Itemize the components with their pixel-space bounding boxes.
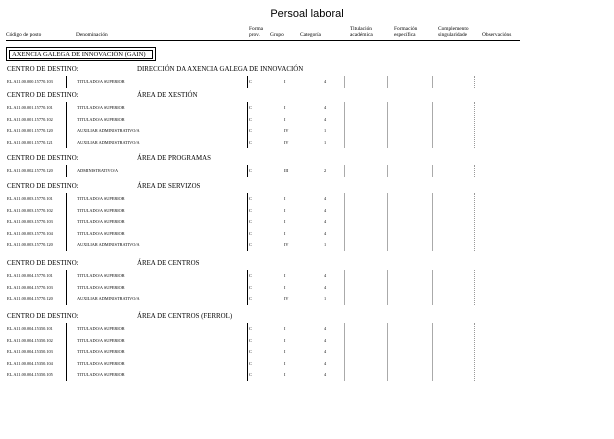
cell-forma: C [249, 196, 252, 201]
cell-forma: C [249, 360, 252, 366]
cell-categoria: 4 [324, 372, 327, 378]
column-rule [387, 323, 388, 381]
cell-grupo: I [284, 219, 286, 225]
cell-grupo: I [284, 230, 286, 236]
cell-grupo: III [284, 168, 289, 173]
table-row [7, 205, 521, 216]
cell-code: EL.A11.00.003.15770.103 [7, 219, 53, 225]
cell-title: TITULADO/A SUPERIOR [77, 326, 125, 331]
section-label: CENTRO DE DESTINO: [7, 313, 79, 320]
cell-categoria: 4 [324, 219, 327, 225]
cell-forma: C [249, 79, 252, 84]
table-row [7, 335, 521, 346]
cell-forma: C [249, 372, 252, 378]
cell-grupo: I [284, 326, 286, 331]
cell-forma: C [249, 326, 252, 331]
cell-grupo: I [284, 196, 286, 201]
section-name: ÁREA DE SERVIZOS [137, 183, 201, 190]
column-rule [432, 193, 433, 251]
column-rule [344, 270, 345, 305]
cell-code: EL.A11.00.001.15770.120 [7, 128, 53, 134]
cell-code: EL.A11.00.001.15770.102 [7, 116, 53, 122]
section-name: ÁREA DE XESTIÓN [137, 92, 198, 99]
column-rule [247, 270, 248, 305]
column-rule [344, 76, 345, 88]
col-titulacion-line1: Titulación [350, 26, 372, 32]
section-name: ÁREA DE CENTROS (FERROL) [137, 313, 233, 320]
cell-title: TITULADO/A SUPERIOR [77, 207, 125, 213]
column-rule [474, 323, 475, 381]
cell-grupo: IV [284, 242, 289, 248]
cell-title: TITULADO/A SUPERIOR [77, 360, 125, 366]
cell-grupo: I [284, 79, 286, 84]
cell-title: AUXILIAR ADMINISTRATIVO/A [77, 296, 140, 302]
col-complemento-line2: singularidade [438, 32, 468, 38]
column-rule [247, 165, 248, 177]
cell-categoria: 4 [324, 273, 327, 278]
table-row [7, 76, 521, 87]
section-label: CENTRO DE DESTINO: [7, 155, 79, 162]
cell-code: EL.A11.00.004.15350.102 [7, 337, 53, 343]
column-rule [432, 102, 433, 148]
cell-grupo: I [284, 349, 286, 355]
column-rule [474, 193, 475, 251]
section-label: CENTRO DE DESTINO: [7, 183, 79, 190]
cell-forma: C [249, 337, 252, 343]
cell-title: TITULADO/A SUPERIOR [77, 284, 125, 290]
page-title: Persoal laboral [270, 8, 344, 20]
col-denominacion: Denominación [76, 32, 108, 38]
col-codigo: Código de posto [6, 32, 42, 38]
cell-forma: C [249, 284, 252, 290]
col-grupo: Grupo [270, 32, 284, 38]
cell-grupo: I [284, 116, 286, 122]
cell-grupo: I [284, 360, 286, 366]
cell-code: EL.A11.00.002.15770.120 [7, 168, 53, 173]
column-rule [344, 323, 345, 381]
column-rule [474, 102, 475, 148]
table-row [7, 323, 521, 334]
cell-title: TITULADO/A SUPERIOR [77, 337, 125, 343]
cell-grupo: IV [284, 128, 289, 134]
cell-categoria: 4 [324, 207, 327, 213]
column-rule [344, 165, 345, 177]
column-rule [66, 165, 67, 177]
cell-grupo: IV [284, 296, 289, 302]
section-label: CENTRO DE DESTINO: [7, 66, 79, 73]
table-row [7, 346, 521, 357]
cell-code: EL.A11.00.004.15350.101 [7, 326, 53, 331]
cell-title: TITULADO/A SUPERIOR [77, 105, 125, 110]
column-rule [66, 270, 67, 305]
column-rule [66, 193, 67, 251]
table-row [7, 114, 521, 125]
cell-title: AUXILIAR ADMINISTRATIVO/A [77, 128, 140, 134]
cell-title: TITULADO/A SUPERIOR [77, 79, 125, 84]
cell-grupo: I [284, 273, 286, 278]
table-row [7, 102, 521, 113]
col-complemento-line1: Complemento [438, 26, 469, 32]
column-rule [247, 76, 248, 88]
column-rule [432, 165, 433, 177]
column-rule [247, 193, 248, 251]
organization-box [6, 47, 156, 61]
column-rule [387, 270, 388, 305]
section-name: ÁREA DE CENTROS [137, 260, 200, 267]
cell-categoria: 4 [324, 79, 327, 84]
cell-categoria: 4 [324, 349, 327, 355]
column-rule [344, 193, 345, 251]
cell-categoria: 4 [324, 230, 327, 236]
table-row [7, 239, 521, 250]
cell-categoria: 4 [324, 284, 327, 290]
cell-categoria: 1 [324, 296, 327, 302]
section-name: DIRECCIÓN DA AXENCIA GALEGA DE INNOVACIÓN [137, 66, 304, 73]
cell-grupo: I [284, 284, 286, 290]
section-label: CENTRO DE DESTINO: [7, 260, 79, 267]
cell-title: ADMINISTRATIVO/A [77, 168, 119, 173]
table-row [7, 369, 521, 380]
col-categoria: Categoría [300, 32, 321, 38]
cell-title: AUXILIAR ADMINISTRATIVO/A [77, 139, 140, 145]
col-titulacion-line2: académica [350, 32, 373, 38]
cell-code: EL.A11.00.004.15350.105 [7, 372, 53, 378]
column-rule [66, 323, 67, 381]
column-rule [387, 102, 388, 148]
column-rule [474, 165, 475, 177]
table-row [7, 193, 521, 204]
organization-name: AXENCIA GALEGA DE INNOVACIÓN (GAIN) [9, 50, 153, 59]
cell-forma: C [249, 116, 252, 122]
cell-title: AUXILIAR ADMINISTRATIVO/A [77, 242, 140, 248]
table-row [7, 228, 521, 239]
column-rule [432, 76, 433, 88]
cell-forma: C [249, 242, 252, 248]
cell-code: EL.A11.00.000.15770.103 [7, 79, 53, 84]
column-rule [432, 323, 433, 381]
cell-code: EL.A11.00.004.15770.120 [7, 296, 53, 302]
col-forma-line2: prov. [249, 32, 260, 38]
cell-code: EL.A11.00.001.15770.121 [7, 139, 53, 145]
cell-title: TITULADO/A SUPERIOR [77, 196, 125, 201]
column-rule [474, 270, 475, 305]
cell-code: EL.A11.00.003.15770.120 [7, 242, 53, 248]
column-header-row [6, 26, 520, 41]
column-rule [66, 76, 67, 88]
column-rule [66, 102, 67, 148]
cell-grupo: I [284, 372, 286, 378]
cell-categoria: 4 [324, 326, 327, 331]
cell-grupo: I [284, 337, 286, 343]
cell-categoria: 1 [324, 128, 327, 134]
column-rule [344, 102, 345, 148]
cell-title: TITULADO/A SUPERIOR [77, 349, 125, 355]
cell-forma: C [249, 349, 252, 355]
column-rule [247, 102, 248, 148]
cell-code: EL.A11.00.003.15770.101 [7, 196, 53, 201]
column-rule [387, 76, 388, 88]
cell-categoria: 4 [324, 116, 327, 122]
column-rule [247, 323, 248, 381]
column-rule [387, 165, 388, 177]
cell-categoria: 4 [324, 105, 327, 110]
cell-code: EL.A11.00.003.15770.104 [7, 230, 53, 236]
col-formacion-line1: Formación [394, 26, 418, 32]
cell-grupo: I [284, 207, 286, 213]
section-name: ÁREA DE PROGRAMAS [137, 155, 211, 162]
column-rule [432, 270, 433, 305]
cell-forma: C [249, 296, 252, 302]
table-row [7, 125, 521, 136]
cell-forma: C [249, 139, 252, 145]
cell-forma: C [249, 128, 252, 134]
cell-categoria: 4 [324, 196, 327, 201]
cell-forma: C [249, 105, 252, 110]
table-row [7, 293, 521, 304]
cell-title: TITULADO/A SUPERIOR [77, 219, 125, 225]
cell-categoria: 4 [324, 360, 327, 366]
cell-code: EL.A11.00.003.15770.102 [7, 207, 53, 213]
column-rule [474, 76, 475, 88]
cell-code: EL.A11.00.004.15770.101 [7, 273, 53, 278]
col-formacion-line2: específica [394, 32, 416, 38]
cell-forma: C [249, 219, 252, 225]
cell-categoria: 1 [324, 242, 327, 248]
col-observacions: Observacións [482, 32, 512, 38]
table-row [7, 282, 521, 293]
cell-code: EL.A11.00.004.15350.103 [7, 349, 53, 355]
cell-grupo: I [284, 105, 286, 110]
section-label: CENTRO DE DESTINO: [7, 92, 79, 99]
cell-code: EL.A11.00.004.15350.104 [7, 360, 53, 366]
table-row [7, 216, 521, 227]
table-row [7, 270, 521, 281]
cell-forma: C [249, 207, 252, 213]
cell-categoria: 4 [324, 337, 327, 343]
table-row [7, 165, 521, 176]
table-row [7, 137, 521, 148]
cell-forma: C [249, 168, 252, 173]
cell-title: TITULADO/A SUPERIOR [77, 230, 125, 236]
cell-title: TITULADO/A SUPERIOR [77, 372, 125, 378]
cell-forma: C [249, 230, 252, 236]
cell-categoria: 2 [324, 168, 327, 173]
table-row [7, 358, 521, 369]
col-forma-line1: Forma [249, 26, 264, 32]
column-rule [387, 193, 388, 251]
cell-code: EL.A11.00.001.15770.101 [7, 105, 53, 110]
cell-code: EL.A11.00.004.15770.103 [7, 284, 53, 290]
cell-forma: C [249, 273, 252, 278]
cell-title: TITULADO/A SUPERIOR [77, 116, 125, 122]
cell-title: TITULADO/A SUPERIOR [77, 273, 125, 278]
cell-categoria: 1 [324, 139, 327, 145]
cell-grupo: IV [284, 139, 289, 145]
